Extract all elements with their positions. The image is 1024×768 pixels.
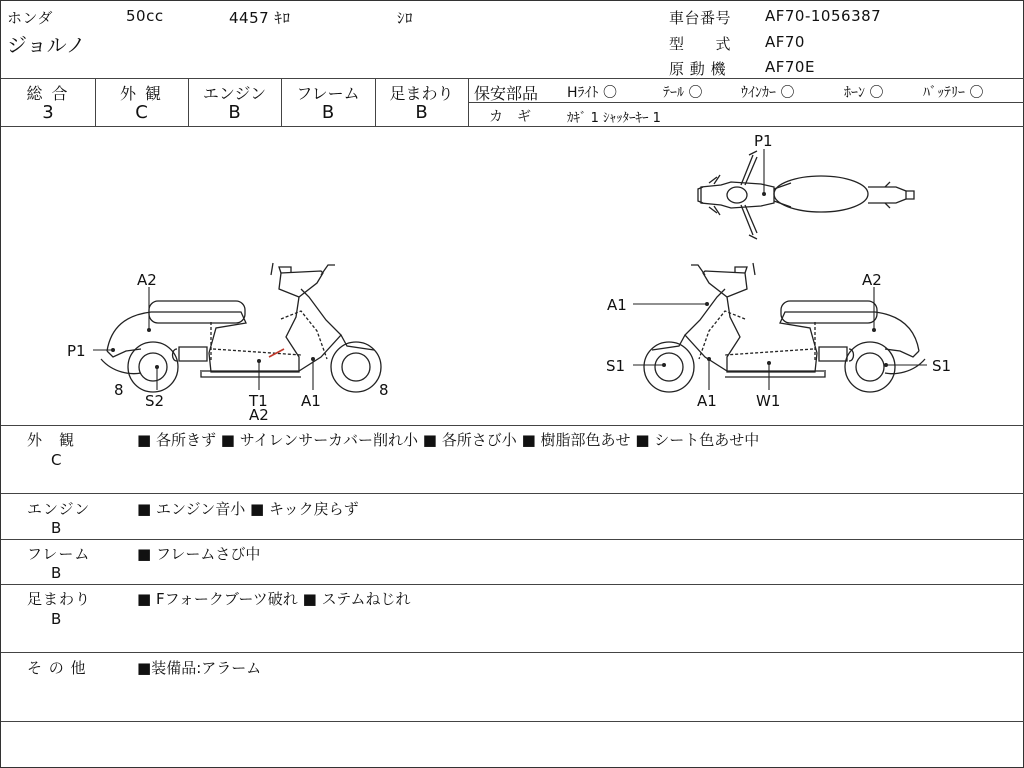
section-exterior-label: 外 観 [27,431,76,449]
right-a1-label: A1 [607,296,627,314]
right-w1-label: W1 [756,392,781,410]
section-frame-grade: B [51,564,62,582]
frame-number-label: 車台番号 [669,9,732,27]
section-exterior-grade: C [51,451,62,469]
frame-number: AF70-1056387 [765,7,882,25]
left-a2-bottom-label: A2 [249,406,269,424]
section-engine-items: ■ エンジン音小 ■ キック戻らず [137,500,359,518]
right-s1-rear-label: S1 [932,357,952,375]
section-suspension-grade: B [51,610,62,628]
left-p1-label: P1 [67,342,86,360]
grade-suspension-label: 足まわり [389,84,454,103]
left-rear-8-label: 8 [114,381,124,399]
safety-item-horn: ﾎｰﾝ 〇 [844,85,884,101]
safety-item-tail: ﾃｰﾙ 〇 [663,85,703,101]
top-p1-label: P1 [754,132,773,150]
engine-model: AF70E [765,58,815,76]
grade-frame-value: B [321,102,335,123]
mileage: 4457 ｷﾛ [229,9,291,27]
section-exterior-items: ■ 各所きず ■ サイレンサーカバー削れ小 ■ 各所さび小 ■ 樹脂部色あせ ■ シート色あせ中 [137,431,760,449]
key-value: ｶｷﾞ 1 ｼｬｯﾀｰｷｰ 1 [567,111,661,126]
grade-overall-value: 3 [42,102,54,123]
left-t1-label: T1 [249,392,268,410]
safety-parts-label: 保安部品 [474,84,539,103]
top-view-scooter [698,151,914,239]
section-frame-label: フレーム [27,545,91,563]
section-frame-items: ■ フレームさび中 [137,545,261,563]
engine-model-label: 原 動 機 [669,60,727,78]
left-front-8-label: 8 [379,381,389,399]
section-other-items: ■装備品:アラーム [137,659,262,677]
safety-item-winker: ｳｲﾝｶｰ 〇 [741,85,795,101]
left-a2-label: A2 [137,271,157,289]
color: ｼﾛ [397,9,414,27]
safety-item-headlight: Hﾗｲﾄ 〇 [567,85,617,101]
grade-engine-label: エンジン [202,84,267,103]
grade-overall-label: 総 合 [26,84,70,103]
type-label: 型 式 [669,35,732,53]
safety-item-battery: ﾊﾞｯﾃﾘｰ 〇 [923,85,984,101]
scratch-mark [269,349,284,357]
left-a1-label: A1 [301,392,321,410]
scooter-diagram [1,127,1024,425]
section-engine-grade: B [51,519,62,537]
key-label: カ ギ [489,109,531,125]
section-engine-label: エンジン [27,500,91,518]
grade-exterior-label: 外 観 [119,84,164,103]
model-name: ジョルノ [7,33,86,57]
left-s2-label: S2 [145,392,165,410]
maker: ホンダ [7,9,53,27]
grade-engine-value: B [228,102,241,123]
type-value: AF70 [765,33,805,51]
right-a1-bottom-label: A1 [697,392,717,410]
section-other-label: そ の 他 [27,659,87,677]
grade-frame-label: フレーム [296,84,360,103]
section-suspension-items: ■ Fフォークブーツ破れ ■ ステムねじれ [137,590,411,608]
grade-exterior-value: C [135,102,148,123]
displacement: 50cc [126,7,164,25]
right-side-scooter [644,263,925,392]
right-s1-front-label: S1 [606,357,626,375]
right-a2-label: A2 [862,271,882,289]
grade-suspension-value: B [415,102,428,123]
section-suspension-label: 足まわり [27,590,92,608]
